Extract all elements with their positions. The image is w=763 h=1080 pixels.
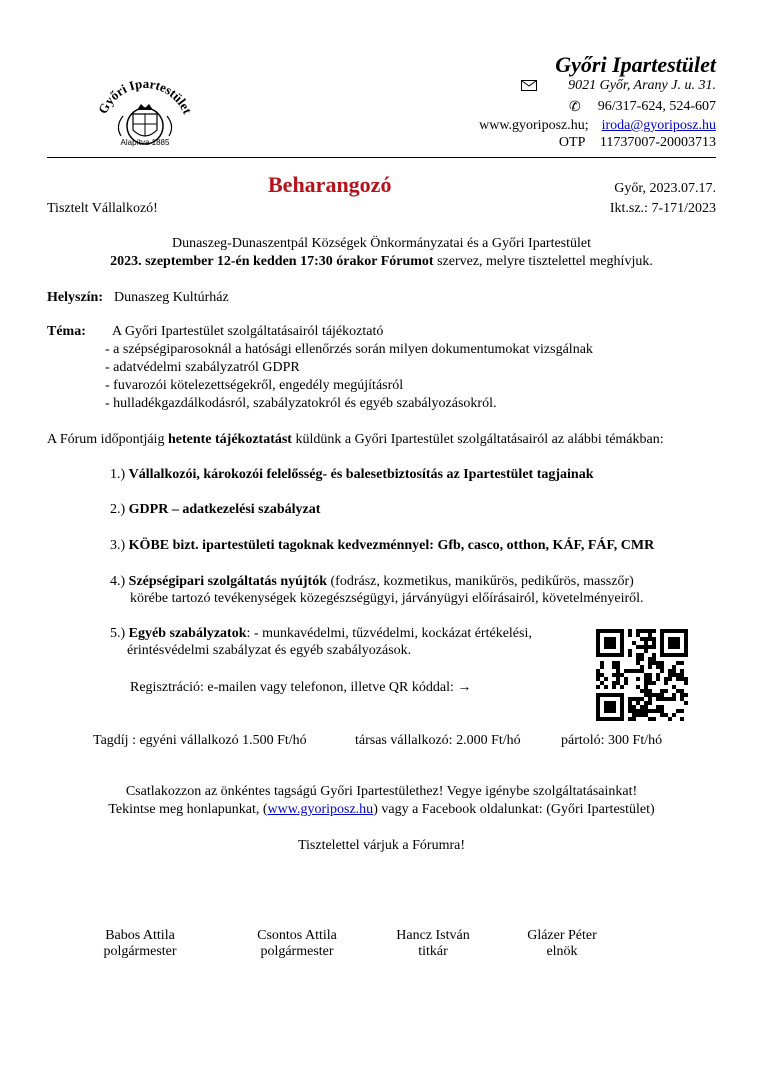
topic-label: Téma: [47,324,86,339]
item-detail-line-2: körébe tartozó tevékenységek közegészségügyi, járványügyi előírásairól, követelményeiről. [130,591,644,606]
item-detail: : - munkavédelmi, tűzvédelmi, kockázat értékelési, [246,626,532,641]
location-value: Dunaszeg Kultúrház [114,290,229,305]
closing-line-2-pre: Tekintse meg honlapunkat, ( [108,802,268,817]
list-item [110,502,320,518]
signature-name: Hancz István [396,928,470,943]
fee-supporter: pártoló: 300 Ft/hó [561,733,663,748]
header-divider [47,157,716,158]
item-number: 2.) [110,502,126,517]
org-address: 9021 Győr, Arany J. u. 31. [568,78,716,93]
signature-block [390,928,476,960]
signature-block [520,928,604,960]
list-item [110,467,593,483]
qr-code[interactable] [596,629,688,721]
signature-block [252,928,342,960]
item-title: Egyéb szabályzatok [128,626,247,641]
closing-line-3: Tisztelettel várjuk a Fórumra! [297,838,466,853]
item-detail-line-2: érintésvédelmi szabályzat és egyéb szabályozások. [127,643,412,658]
item-title: Vállalkozói, károkozói felelősség- és balesetbiztosítás az Ipartestület tagjainak [128,467,594,482]
signature-role: titkár [418,944,448,959]
list-item [110,538,654,554]
topic-line-3: - fuvarozói kötelezettségekről, engedély megújításról [105,378,404,393]
forum-info-post: küldünk a Győri Ipartestület szolgáltatásairól az alábbi témákban: [291,432,664,447]
logo-founded: Alapítva 1885 [120,138,170,147]
salutation: Tisztelt Vállalkozó! [47,201,158,216]
fee-individual: Tagdíj : egyéni vállalkozó 1.500 Ft/hó [93,733,307,748]
signature-name: Babos Attila [105,928,175,943]
page-title: Beharangozó [268,172,392,197]
item-title: Szépségipari szolgáltatás nyújtók [128,574,328,589]
closing-line-1: Csatlakozzon az önkéntes tagságú Győri Ipartestülethez! Vegye igénybe szolgáltatásainkat! [125,784,638,799]
envelope-icon [521,80,537,91]
topic-line-0: A Győri Ipartestület szolgáltatásairól tájékoztató [112,324,384,339]
svg-text:Győri Ipartestület [95,76,196,117]
item-number: 5.) [110,626,126,641]
signature-name: Glázer Péter [527,928,597,943]
location [47,290,229,306]
doc-reference: Ikt.sz.: 7-171/2023 [609,201,716,216]
forum-info [47,432,664,448]
topic-line-2: - adatvédelmi szabályzatról GDPR [105,360,300,375]
intro-line-2-rest: szervez, melyre tisztelettel meghívjuk. [433,254,653,269]
signature-block [100,928,180,960]
org-name: Győri Ipartestület [555,52,716,77]
org-phone: 96/317-624, 524-607 [597,99,716,114]
logo [85,70,205,160]
topic-line-4: - hulladékgazdálkodásról, szabályzatokról és egyéb szabályozásokról. [105,396,497,411]
org-website: www.gyoriposz.hu; [479,118,589,133]
fee-company: társas vállalkozó: 2.000 Ft/hó [355,733,521,748]
closing-line-2-post: ) vagy a Facebook oldalunkat: (Győri Ipartestület) [373,802,655,817]
item-title: KÖBE bizt. ipartestületi tagoknak kedvezménnyel: Gfb, casco, otthon, KÁF, FÁF, CMR [128,538,655,553]
item-title: GDPR – adatkezelési szabályzat [128,502,321,517]
registration-text: Regisztráció: e-mailen vagy telefonon, illetve QR kóddal: → [130,680,472,695]
logo-text: Győri Ipartestület [94,75,196,117]
signature-name: Csontos Attila [257,928,337,943]
otp-number: 11737007-20003713 [599,135,716,150]
signature-role: polgármester [103,944,177,959]
website-link[interactable]: www.gyoriposz.hu [267,802,374,817]
topic-line-1: - a szépségiparosoknál a hatósági ellenőrzés során milyen dokumentumokat vizsgálnak [105,342,593,357]
otp-label: OTP [558,135,585,150]
list-item [110,574,634,590]
forum-info-pre: A Fórum időpontjáig [47,432,168,447]
forum-info-bold: hetente tájékoztatást [167,432,292,447]
intro-line-2 [0,254,763,270]
phone-icon: ✆ [569,100,581,115]
doc-date: Győr, 2023.07.17. [614,181,716,196]
org-email-link[interactable]: iroda@gyoriposz.hu [601,118,716,133]
item-number: 1.) [110,467,126,482]
closing-line-2 [0,802,763,818]
intro-event-date: 2023. szeptember 12-én kedden 17:30 órakor Fórumot [110,254,434,269]
intro-line-1: Dunaszeg-Dunaszentpál Községek Önkormányzatai és a Győri Ipartestület [171,236,592,251]
location-label: Helyszín: [47,290,103,305]
item-number: 3.) [110,538,126,553]
signature-role: polgármester [260,944,334,959]
item-number: 4.) [110,574,126,589]
item-detail: (fodrász, kozmetikus, manikűrös, pedikűrös, masszőr) [327,574,634,589]
signature-role: elnök [546,944,578,959]
list-item [110,626,532,642]
